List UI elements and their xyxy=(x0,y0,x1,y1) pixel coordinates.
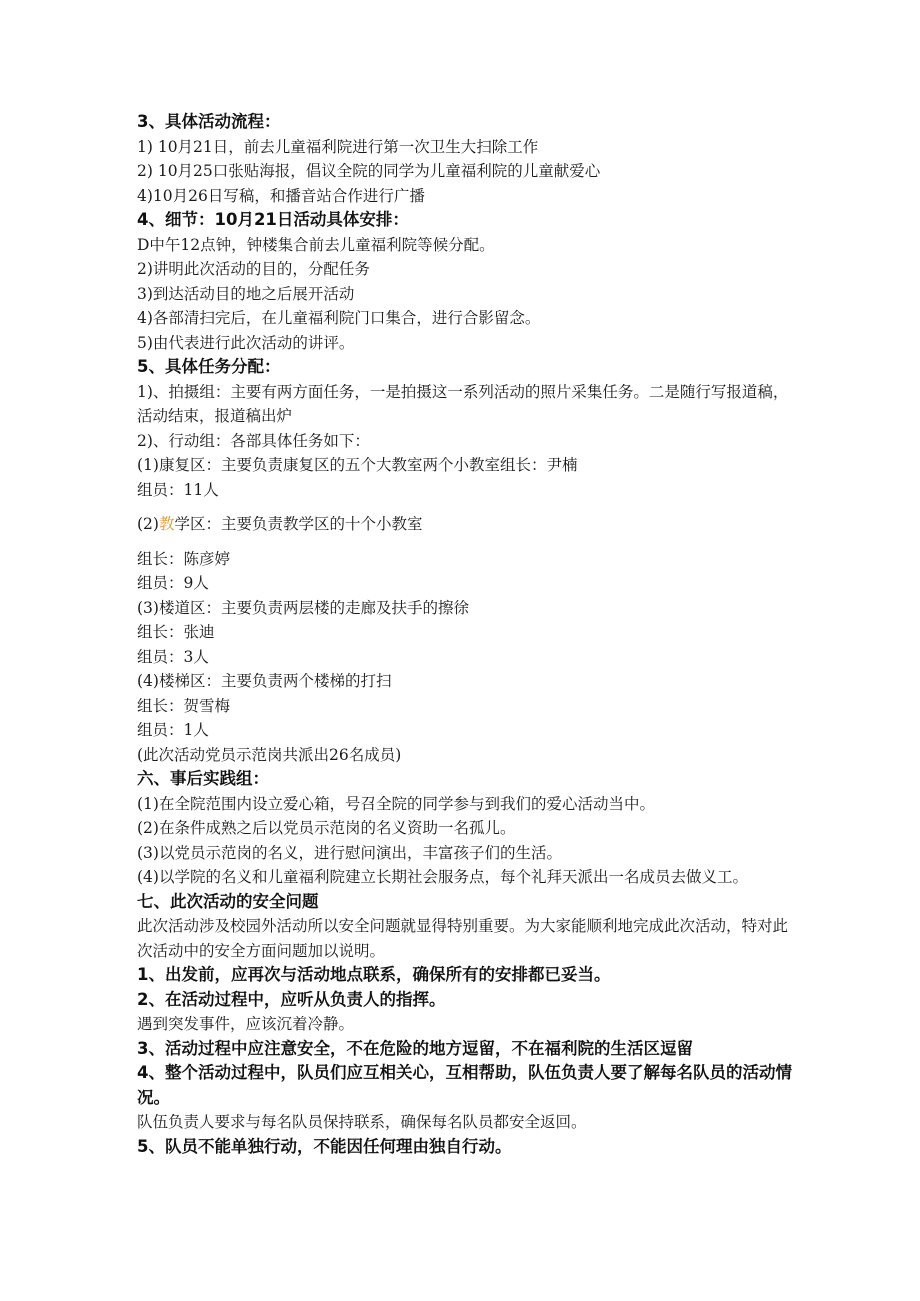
detail-item-4: 4)各部清扫完后，在儿童福利院门口集合，进行合影留念。 xyxy=(137,309,541,327)
follow-up-item-2: (2)在条件成熟之后以党员示范岗的名义资助一名孤儿。 xyxy=(137,819,516,837)
safety-item-2: 2、在活动过程中，应听从负责人的指挥。 xyxy=(137,989,446,1009)
safety-item-2-note: 遇到突发事件，应该沉着冷静。 xyxy=(137,1015,355,1033)
area-corridor-members: 组员：3人 xyxy=(137,647,209,666)
safety-item-5: 5、队员不能单独行动，不能因任何理由独自行动。 xyxy=(137,1136,512,1156)
flow-item-2: 2) 10月25口张贴海报，倡议全院的同学为儿童福利院的儿童献爱心 xyxy=(137,162,601,180)
heading-details: 4、细节：10月21日活动具体安排： xyxy=(137,210,409,229)
follow-up-item-3: (3)以党员示范岗的名义，进行慰问演出，丰富孩子们的生活。 xyxy=(137,843,562,862)
area-corridor: (3)楼道区：主要负责两层楼的走廊及扶手的擦徐 xyxy=(137,598,469,617)
task-photo-group: 1)、拍摄组：主要有两方面任务，一是拍摄这一系列活动的照片采集任务。二是随行写报道稿，活动结束，报道稿出炉 xyxy=(137,382,789,425)
area-teaching-text: 学区：主要负责教学区的十个小教室 xyxy=(174,515,423,533)
heading-activity-flow: 3、具体活动流程： xyxy=(137,112,281,131)
detail-item-2: 2)讲明此次活动的目的，分配任务 xyxy=(137,260,370,278)
safety-item-3: 3、活动过程中应注意安全，不在危险的地方逗留，不在福利院的生活区逗留 xyxy=(137,1038,693,1058)
area-teaching xyxy=(137,512,797,537)
area-teaching-leader: 组长：陈彦婷 xyxy=(137,549,231,568)
safety-intro: 此次活动涉及校园外活动所以安全问题就显得特别重要。为大家能顺利地完成此次活动，特对此次活动中的安全方面问题加以说明。 xyxy=(137,917,789,960)
safety-item-1: 1、出发前，应再次与活动地点联系，确保所有的安排都已妥当。 xyxy=(137,965,611,984)
task-action-group: 2)、行动组：各部具体任务如下： xyxy=(137,431,370,450)
flow-item-3: 4)10月26日写稿，和播音站合作进行广播 xyxy=(137,186,425,205)
area-stairs: (4)楼梯区：主要负责两个楼梯的打扫 xyxy=(137,672,392,690)
area-corridor-leader: 组长：张迪 xyxy=(137,623,215,641)
safety-item-4-note: 队伍负责人要求与每名队员保持联系，确保每名队员都安全返回。 xyxy=(137,1113,587,1131)
area-stairs-leader: 组长：贺雪梅 xyxy=(137,696,231,715)
document-body xyxy=(137,110,797,1159)
detail-item-5: 5)由代表进行此次活动的讲评。 xyxy=(137,333,355,352)
follow-up-item-4: (4)以学院的名义和儿童福利院建立长期社会服务点，每个礼拜天派出一名成员去做义工。 xyxy=(137,868,748,886)
detail-item-3: 3)到达活动目的地之后展开活动 xyxy=(137,284,355,303)
area-teaching-prefix: (2) xyxy=(137,515,159,533)
area-teaching-highlight: 教 xyxy=(158,515,175,533)
heading-safety: 七、此次活动的安全问题 xyxy=(137,891,319,911)
flow-item-1: 1) 10月21日，前去儿童福利院进行第一次卫生大扫除工作 xyxy=(137,137,539,156)
follow-up-item-1: (1)在全院范围内设立爱心箱，号召全院的同学参与到我们的爱心活动当中。 xyxy=(137,794,655,813)
detail-item-1: D中午12点钟，钟楼集合前去儿童福利院等候分配。 xyxy=(137,235,495,254)
area-rehab-members: 组员：11人 xyxy=(137,480,219,499)
safety-item-4: 4、整个活动过程中，队员们应互相关心，互相帮助，队伍负责人要了解每名队员的活动情况。 xyxy=(137,1063,792,1107)
heading-task-assignment: 5、具体任务分配： xyxy=(137,357,281,376)
area-stairs-members: 组员：1人 xyxy=(137,721,209,739)
heading-follow-up: 六、事后实践组： xyxy=(137,769,269,788)
area-rehab: (1)康复区：主要负责康复区的五个大教室两个小教室组长：尹楠 xyxy=(137,456,578,474)
total-members-note: (此次活动党员示范岗共派出26名成员) xyxy=(137,745,402,764)
area-teaching-members: 组员：9人 xyxy=(137,574,209,592)
